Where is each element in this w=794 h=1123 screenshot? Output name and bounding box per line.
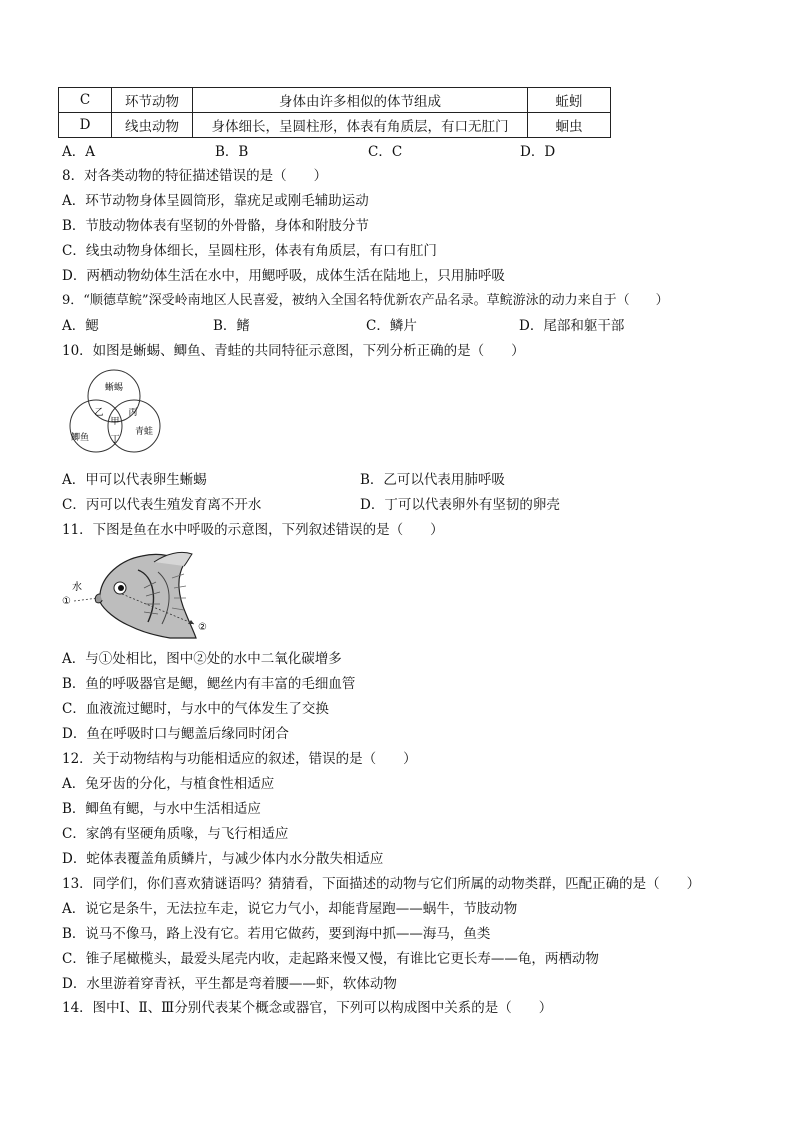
table-cell-example: 蚯蚓: [528, 88, 611, 113]
q13-option-b: B．说马不像马，路上没有它。若用它做药，要到海中抓——海马，鱼类: [62, 926, 491, 942]
q7-option-d: D．D: [520, 144, 556, 160]
q8-option-c: C．线虫动物身体细长，呈圆柱形，体表有角质层，有口有肛门: [62, 243, 437, 259]
q7-option-a: A．A: [62, 144, 95, 160]
q12-option-a: A．兔牙齿的分化，与植食性相适应: [62, 776, 275, 792]
marker-1-label: ①: [62, 596, 71, 607]
q8-stem: 8．对各类动物的特征描述错误的是（ ）: [62, 168, 328, 184]
q10-option-b: B．乙可以代表用肺呼吸: [360, 472, 505, 488]
venn-region-jia: 甲: [110, 417, 120, 427]
q11-stem: 11．下图是鱼在水中呼吸的示意图，下列叙述错误的是（ ）: [62, 522, 444, 538]
venn-diagram: [62, 368, 172, 458]
q12-option-d: D．蛇体表覆盖角质鳞片，与减少体内水分散失相适应: [62, 851, 384, 867]
q7-option-c: C．C: [368, 144, 403, 160]
fish-head-illustration: [95, 552, 196, 638]
q10-option-c: C．丙可以代表生殖发育离不开水: [62, 497, 262, 513]
q11-option-d: D．鱼在呼吸时口与鳃盖后缘同时闭合: [62, 726, 289, 742]
q8-option-d: D．两栖动物幼体生活在水中，用鳃呼吸，成体生活在陆地上，只用肺呼吸: [62, 268, 505, 284]
venn-region-bing: 丙: [128, 408, 138, 418]
q11-option-b: B．鱼的呼吸器官是鳃，鳃丝内有丰富的毛细血管: [62, 676, 356, 692]
q10-option-d: D．丁可以代表卵外有坚韧的卵壳: [360, 497, 560, 513]
q12-option-b: B．鲫鱼有鳃，与水中生活相适应: [62, 801, 261, 817]
table-cell-example: 蛔虫: [528, 113, 611, 138]
q9-option-c: C．鳞片: [366, 318, 417, 334]
q9-option-a: A．鳃: [62, 318, 99, 334]
venn-region-ding: 丁: [110, 435, 120, 445]
fish-breathing-figure: [62, 548, 222, 640]
venn-label-lizard: 蜥蜴: [104, 383, 124, 393]
q14-stem: 14．图中Ⅰ、Ⅱ、Ⅲ分别代表某个概念或器官，下列可以构成图中关系的是（ ）: [62, 1000, 553, 1016]
q10-stem: 10．如图是蜥蜴、鲫鱼、青蛙的共同特征示意图，下列分析正确的是（ ）: [62, 343, 525, 359]
table-cell-group: 线虫动物: [112, 113, 193, 138]
table-cell-letter: C: [59, 88, 112, 113]
table-cell-feature: 身体细长，呈圆柱形，体表有角质层，有口无肛门: [193, 113, 528, 138]
table-row: [59, 88, 611, 113]
marker-2-label: ②: [198, 622, 207, 633]
inflow-arrow: [74, 598, 98, 601]
q8-option-a: A．环节动物身体呈圆筒形，靠疣足或刚毛辅助运动: [62, 193, 369, 209]
q7-option-b: B．B: [215, 144, 249, 160]
q13-option-d: D．水里游着穿青袄，平生都是弯着腰——虾，软体动物: [62, 976, 397, 992]
table-cell-group: 环节动物: [112, 88, 193, 113]
table-cell-feature: 身体由许多相似的体节组成: [193, 88, 528, 113]
q10-option-a: A．甲可以代表卵生蜥蜴: [62, 472, 207, 488]
q9-option-d: D．尾部和躯干部: [519, 318, 625, 334]
q13-option-a: A．说它是条牛，无法拉车走，说它力气小，却能背屋跑——蜗牛，节肢动物: [62, 901, 518, 917]
q11-option-c: C．血液流过鳃时，与水中的气体发生了交换: [62, 701, 329, 717]
venn-label-fish: 鲫鱼: [70, 433, 90, 443]
animal-classification-table: [58, 87, 611, 138]
table-cell-letter: D: [59, 113, 112, 138]
q12-stem: 12．关于动物结构与功能相适应的叙述，错误的是（ ）: [62, 751, 417, 767]
venn-label-frog: 青蛙: [134, 427, 154, 437]
q9-option-b: B．鳍: [213, 318, 250, 334]
q8-option-b: B．节肢动物体表有坚韧的外骨骼，身体和附肢分节: [62, 218, 369, 234]
q13-option-c: C．锥子尾橄榄头，最爱头尾壳内收，走起路来慢又慢，有谁比它更长寿——龟，两栖动物: [62, 951, 599, 967]
table-row: [59, 113, 611, 138]
venn-region-yi: 乙: [94, 408, 104, 418]
q12-option-c: C．家鸽有坚硬角质喙，与飞行相适应: [62, 826, 289, 842]
q13-stem: 13．同学们，你们喜欢猜谜语吗？猜猜看，下面描述的动物与它们所属的动物类群，匹配正确的是（ ）: [62, 876, 701, 892]
water-label: 水: [72, 582, 82, 593]
q11-option-a: A．与①处相比，图中②处的水中二氧化碳增多: [62, 651, 342, 667]
q9-stem: 9．“顺德草鲩”深受岭南地区人民喜爱，被纳入全国名特优新农产品名录。草鲩游泳的动力来自于（ ）: [62, 293, 669, 308]
